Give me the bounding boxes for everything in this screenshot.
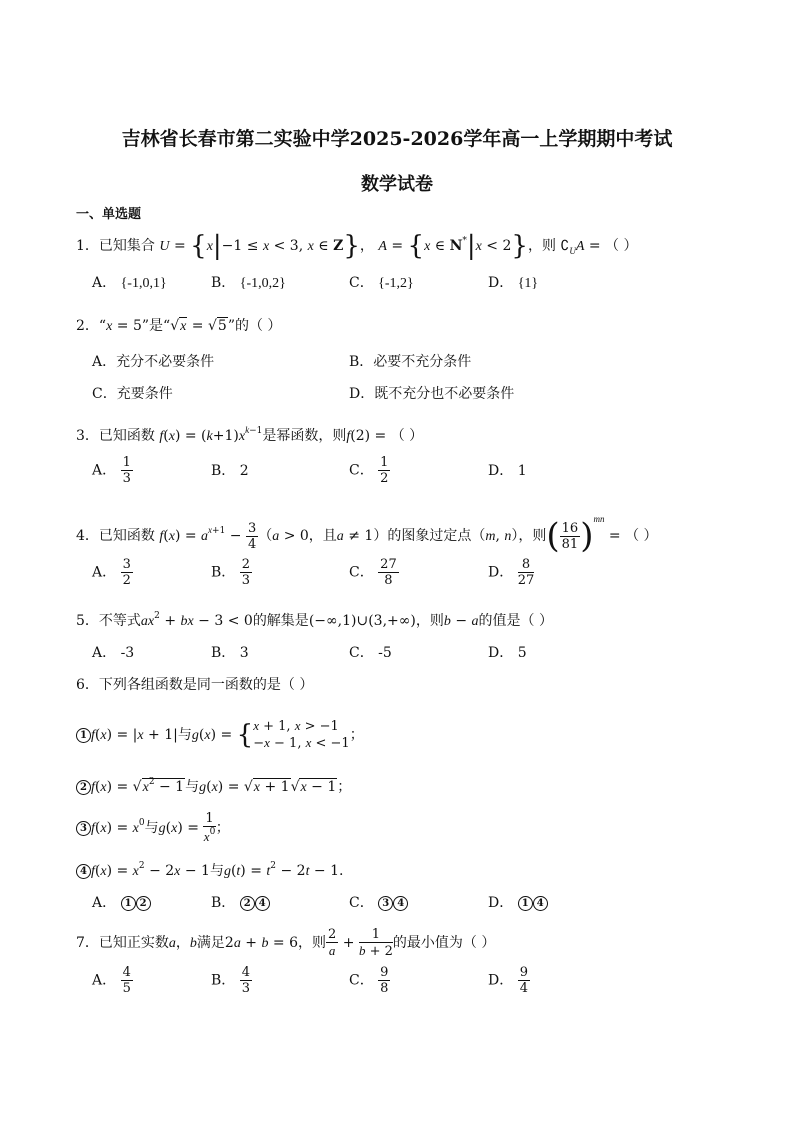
question-2-stem: 2．“x = 5”是“√x = √5”的（ ） <box>76 318 282 334</box>
question-1-stem: 1．已知集合 U = {x|−1 ≤ x < 3, x ∈ Z}， A = {x ∈ N*|x < 2}，则 $∁_UA$ = （ ） <box>76 231 638 261</box>
question-2-option-d[interactable]: D．既不充分也不必要条件 <box>349 386 515 402</box>
question-6-option-c[interactable]: C． 3 4 <box>349 892 408 914</box>
question-4-option-b[interactable]: B． $\frac{2}{3}$ <box>211 557 251 588</box>
question-6-item-3: 3 $f(x) = x^0$与g(x) = $\frac{1}{x^0}$ ； <box>76 812 230 844</box>
question-5-option-d[interactable]: D． 5 <box>488 645 527 661</box>
question-6-item-1: 1 f(x) = |x + 1|与g(x) = { x + 1, x > −1 −x − 1, x < −1 ； <box>76 718 364 752</box>
question-2-option-c[interactable]: C．充要条件 <box>92 386 173 402</box>
question-7-stem: 7．已知正实数a，b满足2a + b = 6，则 $\frac{2}{a}$ + $\frac{1}{b + 2}$ 的最小值为（ ） <box>76 927 496 959</box>
question-4-option-c[interactable]: C． $\frac{27}{8}$ <box>349 557 397 588</box>
question-3-stem: 3．已知函数 $f(x) = (k+1)x^{k-1}$是幂函数，则f(2) = （ ） <box>76 425 424 444</box>
question-3-option-b[interactable]: B． 2 <box>211 463 249 479</box>
question-1-option-d[interactable]: D． {1} <box>488 275 539 291</box>
exam-title: 吉林省长春市第二实验中学2025-2026学年高一上学期期中考试 <box>121 128 673 150</box>
question-6-item-4: 4 $f(x) = x^2 - 2x - 1$与$g(t) = t^2 - 2t - 1$. <box>76 855 343 883</box>
question-3-option-d[interactable]: D． 1 <box>488 463 527 479</box>
question-3-option-c[interactable]: C． $\frac{1}{2}$ <box>349 455 389 486</box>
question-4-option-d[interactable]: D． $\frac{8}{27}$ <box>488 557 535 588</box>
question-5-option-a[interactable]: A． -3 <box>92 645 135 661</box>
question-5-option-b[interactable]: B． 3 <box>211 645 249 661</box>
question-1-option-c[interactable]: C． {-1,2} <box>349 275 414 291</box>
question-2-option-b[interactable]: B．必要不充分条件 <box>349 354 472 370</box>
question-7-option-a[interactable]: A． $\frac{4}{5}$ <box>92 965 131 996</box>
question-6-option-b[interactable]: B． 2 4 <box>211 892 270 914</box>
question-7-option-d[interactable]: D． $\frac{9}{4}$ <box>488 965 528 996</box>
question-6-item-2: 2 $f(x) = √x^2 - 1$与g(x) = √x + 1√x − 1； <box>76 771 351 799</box>
question-5-option-c[interactable]: C． -5 <box>349 645 392 661</box>
question-1-option-b[interactable]: B． {-1,0,2} <box>211 275 286 291</box>
question-7-option-c[interactable]: C． $\frac{9}{8}$ <box>349 965 389 996</box>
exam-subtitle: 数学试卷 <box>361 174 433 195</box>
question-6-stem: 6．下列各组函数是同一函数的是（ ） <box>76 677 314 693</box>
question-4-option-a[interactable]: A． $\frac{3}{2}$ <box>92 557 131 588</box>
section-heading: 一、单选题 <box>76 207 142 222</box>
question-6-option-d[interactable]: D． 1 4 <box>488 892 548 914</box>
question-1-option-a[interactable]: A． {-1,0,1} <box>92 275 167 291</box>
question-2-option-a[interactable]: A．充分不必要条件 <box>92 354 215 370</box>
question-3-option-a[interactable]: A． $\frac{1}{3}$ <box>92 455 131 486</box>
question-4-stem: 4．已知函数 $f(x) = a^{x+1}$ − $\frac{3}{4}$ （a > 0，且a ≠ 1）的图象过定点（m, n），则( $\frac{16}{81}$ )$^{mn}$ = （ ） <box>76 514 658 556</box>
question-7-option-b[interactable]: B． $\frac{4}{3}$ <box>211 965 251 996</box>
question-5-stem: 5．不等式$ax^2$ + bx − 3 < 0的解集是(−∞,1)∪(3,+∞)，则b − a的值是（ ） <box>76 611 553 629</box>
question-6-option-a[interactable]: A． 1 2 <box>92 892 151 914</box>
